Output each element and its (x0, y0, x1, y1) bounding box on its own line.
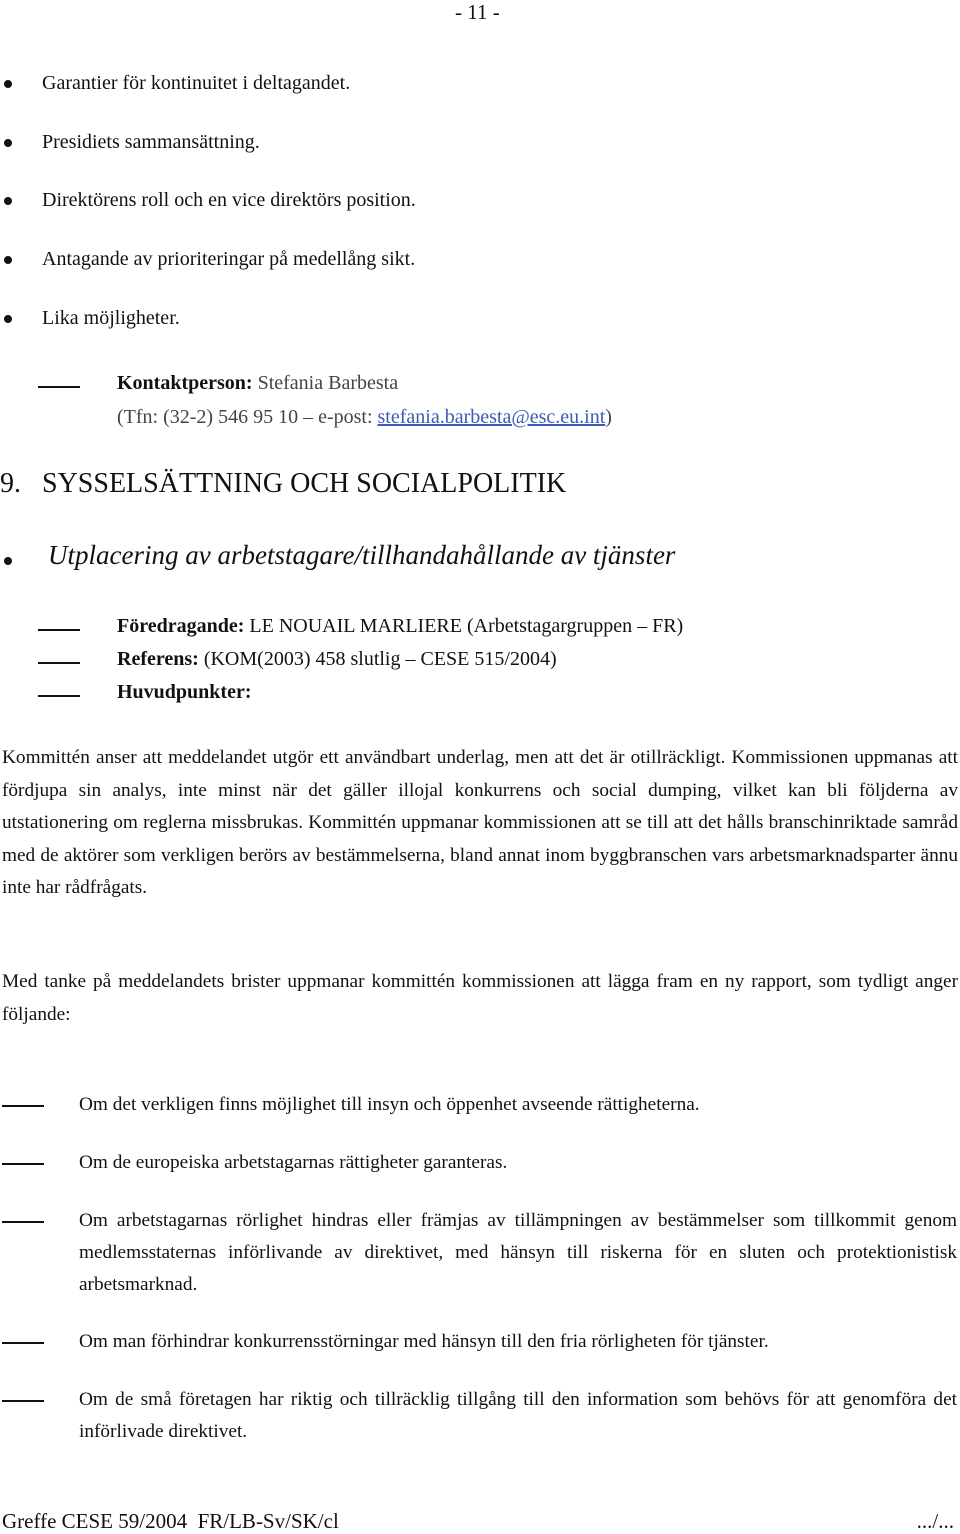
reference-line (117, 648, 557, 671)
reference-value: (KOM(2003) 458 slutlig – CESE 515/2004) (203, 648, 557, 670)
list-item: Om man förhindrar konkurrensstörningar med hänsyn till den fria rörligheten för tjänster. (79, 1331, 769, 1352)
dash-marker (38, 662, 80, 664)
bullet-dot (4, 80, 12, 88)
contact-phone: (Tfn: (32-2) 546 95 10 – e-post: (117, 406, 373, 428)
dash-marker (2, 1105, 44, 1107)
contact-email-link[interactable]: stefania.barbesta@esc.eu.int (377, 406, 606, 428)
bullet-item: Direktörens roll och en vice direktörs position. (42, 189, 416, 211)
paragraph: Med tanke på meddelandets brister uppmanar kommittén kommissionen att lägga fram en ny rapport, som tydligt anger följande: (2, 971, 958, 1025)
footer-continuation: .../... (916, 1509, 954, 1533)
rapporteur-line (117, 615, 683, 638)
bullet-dot (4, 139, 12, 147)
dash-marker (2, 1400, 44, 1402)
dash-marker (38, 386, 80, 388)
bullet-dot (4, 557, 12, 565)
contact-phone-line (117, 406, 612, 429)
list-item: Om arbetstagarnas rörlighet hindras eller främjas av tillämpningen av bestämmelser som tillkommit genom medlemsstaternas införlivande av direktivet, med hänsyn till riskerna för en sluten och protektionistisk arbetsmarknad. (79, 1210, 957, 1295)
section-subtitle: Utplacering av arbetstagare/tillhandahållande av tjänster (48, 540, 676, 570)
contact-name: Stefania Barbesta (257, 372, 399, 394)
list-item: Om de europeiska arbetstagarnas rättigheter garanteras. (79, 1152, 508, 1173)
dash-marker (2, 1342, 44, 1344)
rapporteur-label: Föredragande: (117, 615, 245, 637)
main-points-label: Huvudpunkter: (117, 681, 252, 703)
paragraph: Kommittén anser att meddelandet utgör ett användbart underlag, men att det är otillräckligt. Kommissionen uppmanas att fördjupa sin analys, inte minst när det gäller illojal konkurrens och social dumping, vilket kan bli följderna av utstationering om reglerna missbrukas. Kommittén uppmanar kommissionen att se till att det hålls branschinriktade samråd med de aktörer som verkligen berörs av bestämmelserna, bland annat inom byggbranschen vars arbetsmarknadsparter ännu inte har rådfrågats. (2, 747, 958, 898)
dash-marker (38, 629, 80, 631)
rapporteur-value: LE NOUAIL MARLIERE (Arbetstagargruppen – FR) (249, 615, 684, 637)
bullet-item: Lika möjligheter. (42, 307, 180, 329)
contact-label: Kontaktperson: (117, 372, 253, 394)
reference-label: Referens: (117, 648, 199, 670)
section-number: 9. (0, 468, 21, 499)
list-item: Om de små företagen har riktig och tillräcklig tillgång till den information som behövs för att genomföra det införlivade direktivet. (79, 1389, 957, 1442)
bullet-item: Presidiets sammansättning. (42, 131, 260, 153)
bullet-item: Garantier för kontinuitet i deltagandet. (42, 72, 351, 94)
bullet-dot (4, 197, 12, 205)
contact-line (117, 372, 398, 395)
bullet-dot (4, 315, 12, 323)
section-title: SYSSELSÄTTNING OCH SOCIALPOLITIK (42, 468, 567, 499)
list-item: Om det verkligen finns möjlighet till insyn och öppenhet avseende rättigheterna. (79, 1094, 700, 1115)
section-heading (0, 468, 566, 500)
dash-marker (2, 1221, 44, 1223)
footer-reference: Greffe CESE 59/2004 FR/LB-Sv/SK/cl (2, 1509, 339, 1533)
bullet-item: Antagande av prioriteringar på medellång sikt. (42, 248, 416, 270)
contact-suffix: ) (605, 406, 612, 428)
page-number: - 11 - (455, 0, 500, 24)
dash-marker (2, 1163, 44, 1165)
bullet-dot (4, 256, 12, 264)
dash-marker (38, 695, 80, 697)
